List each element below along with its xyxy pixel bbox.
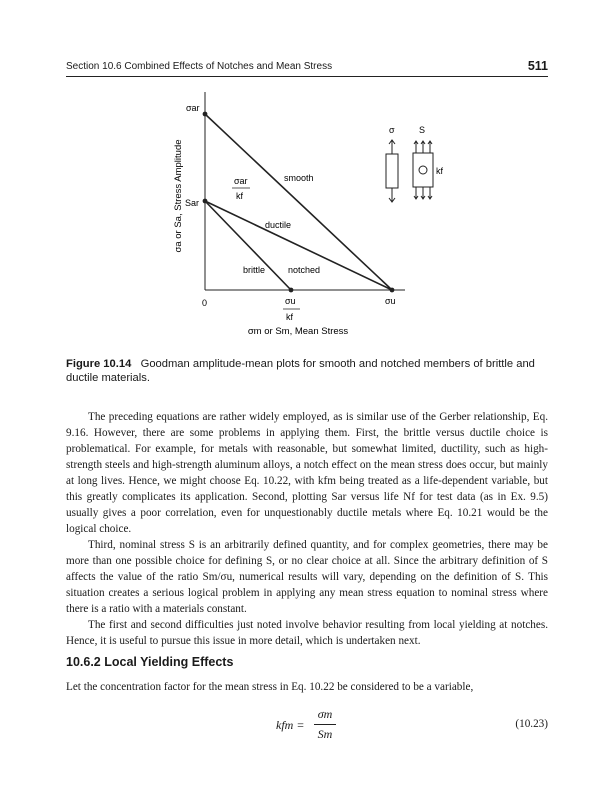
smooth-line [205,114,392,290]
point-sigma-u-over-kf [289,288,294,293]
ductile-label: ductile [265,220,292,230]
section-title: Section 10.6 Combined Effects of Notches and Mean Stress [66,61,333,72]
equation-number: (10.23) [515,718,548,730]
paragraph: Third, nominal stress S is an arbitrarily defined quantity, and for complex geometries, there may be more than one possible choice for defining S, or no clear choice at all. Since the arbitrary definition of S affects the value of the ratio Sm/σu, numerical results will vary, depending on the definition of S. This situation creates a serious logical problem in applying any mean stress equation to nominal stress where there is a ratio with a materials constant. [66,539,548,615]
notched-label: notched [288,265,321,275]
equation-denominator: Sm [317,727,333,741]
notched-specimen-icon [413,141,433,199]
point-sigma-ar [203,112,208,117]
specimen-S-label: S [419,125,426,135]
point-sigma-u [390,288,395,293]
smooth-specimen-icon [386,140,398,202]
caption-text: Goodman amplitude-mean plots for smooth and notched members of brittle and ductile materials. [66,358,535,384]
origin-label: 0 [202,298,208,308]
lead-paragraph: Let the concentration factor for the mean stress in Eq. 10.22 be considered to be a variable, [66,681,474,693]
sigma-u-label: σu [385,296,396,306]
S-ar-label: Sar [185,198,200,208]
sigma-ar-over-kf-den: kf [236,191,244,201]
point-S-ar [203,199,208,204]
goodman-figure [0,0,613,350]
page-number: 511 [527,59,548,73]
equation-numerator: σm [317,707,333,721]
x-axis-label: σm or Sm, Mean Stress [247,326,349,337]
sigma-u-over-kf-num: σu [285,296,296,306]
equation-lhs: kfm = [276,718,305,732]
y-axis-label: σa or Sa, Stress Amplitude [173,139,184,253]
sigma-ar-over-kf-num: σar [234,176,248,186]
equation-fraction-bar [314,724,336,725]
specimen-kf-label: kf [436,166,444,176]
sigma-ar-label: σar [186,103,200,113]
notched-ductile-line [205,201,392,290]
specimen-sigma-label: σ [389,125,395,135]
body-text [66,409,548,649]
subsection-title: 10.6.2 Local Yielding Effects [66,655,234,669]
figure-label: Figure 10.14 [66,358,132,370]
brittle-label: brittle [243,265,266,275]
paragraph: The first and second difficulties just noted involve behavior resulting from local yielding at notches. Hence, it is useful to pursue this issue in more detail, which is undertaken next. [66,619,548,647]
figure-caption [66,357,548,385]
notched-brittle-line [205,201,291,290]
smooth-label: smooth [284,173,314,183]
paragraph: The preceding equations are rather widely employed, as is similar use of the Gerber relationship, Eq. 9.16. However, there are some problems in applying them. First, the brittle versus ductile choice is problematical. For example, for metals with reasonable, but somewhat limited, ductility, such as high-strength steels and high-strength aluminum alloys, a notch effect on the mean stress does occur, but mainly at long lives. Hence, we might choose Eq. 10.22, with kfm being treated as a life-dependent variable, but this greatly complicates its application. Second, plotting Sar versus life Nf for test data (as in Ex. 9.5) usually gives a poor correlation, even for unquestionably ductile metals where Eq. 10.21 would be the logical choice. [66,411,548,535]
sigma-u-over-kf-den: kf [286,312,294,322]
